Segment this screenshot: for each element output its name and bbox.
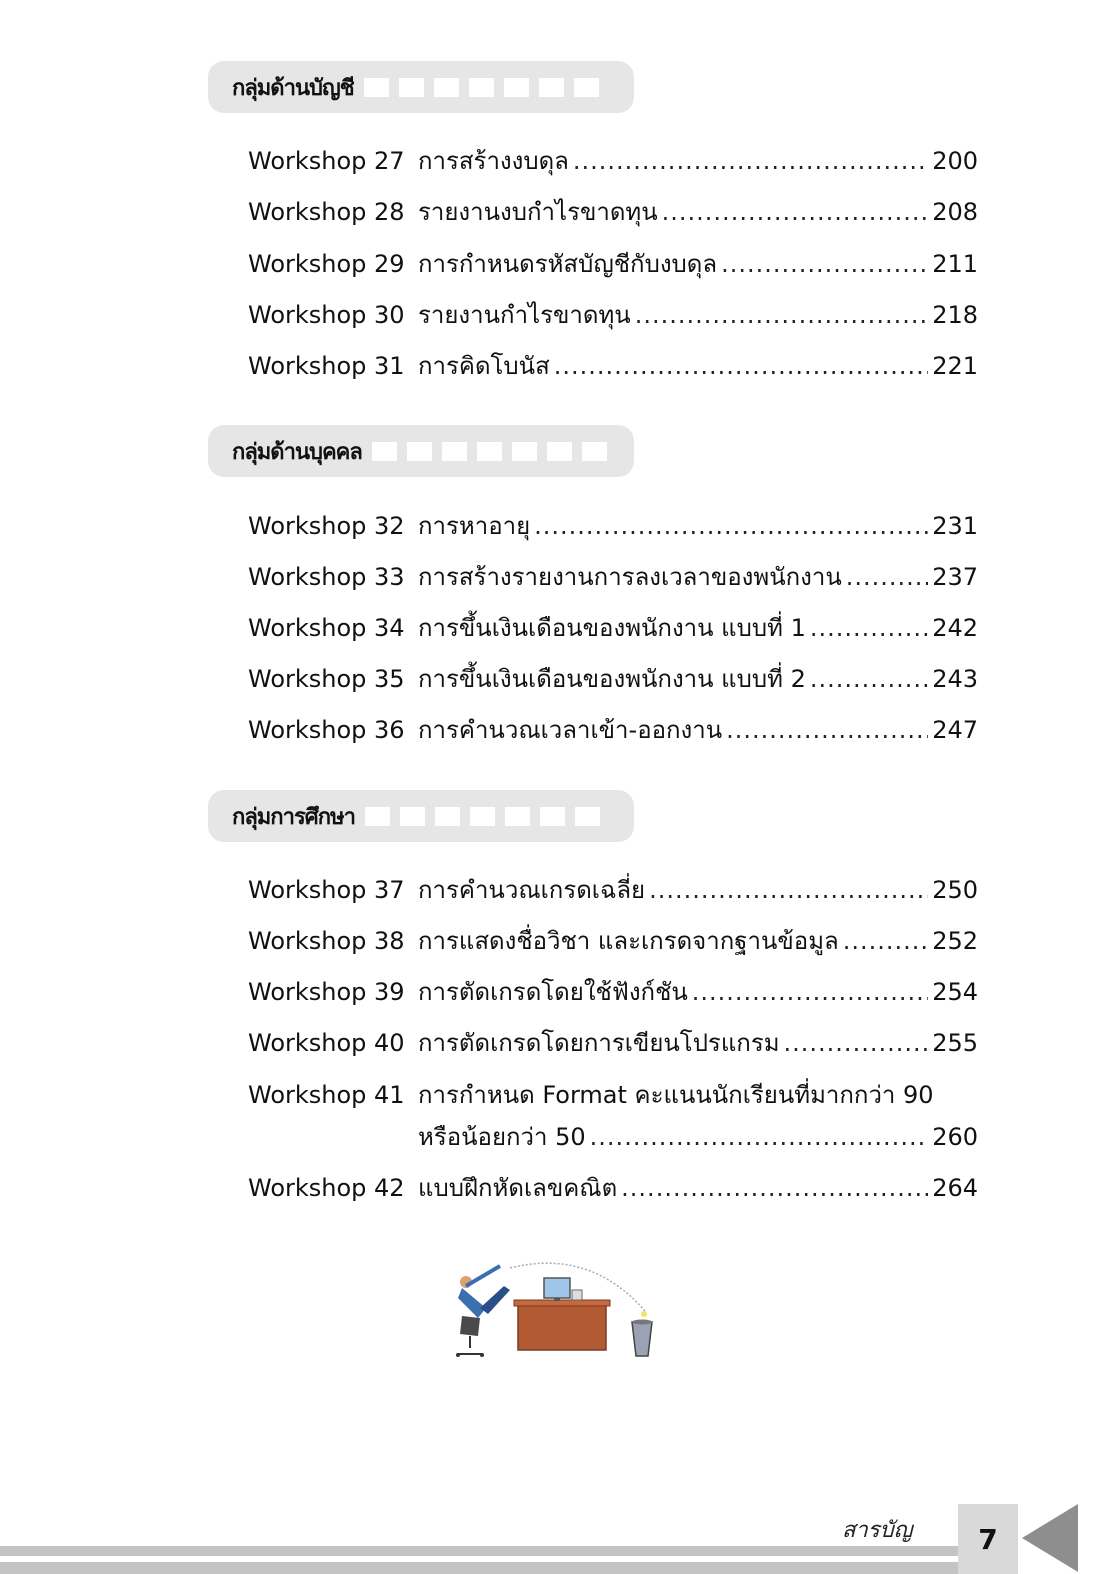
dot-leader	[843, 920, 928, 962]
section-title: กลุ่มด้านบัญชี	[232, 75, 354, 101]
entry-title: การขึ้นเงินเดือนของพนักงาน แบบที่ 2	[418, 665, 806, 693]
page-number: 221	[932, 352, 978, 380]
dot-leader	[784, 1022, 929, 1064]
page-number: 200	[932, 147, 978, 175]
workshop-label: Workshop 28	[248, 198, 405, 226]
dot-leader	[846, 556, 928, 598]
workshop-label: Workshop 29	[248, 250, 405, 278]
page-number: 211	[932, 250, 978, 278]
page-number: 237	[932, 563, 978, 591]
decorative-squares	[365, 807, 600, 826]
entry-title: รายงานกำไรขาดทุน	[418, 301, 631, 329]
page-number: 255	[932, 1029, 978, 1057]
page-number: 218	[932, 301, 978, 329]
toc-entry[interactable]	[248, 191, 978, 233]
entry-title: การสร้างรายงานการลงเวลาของพนักงาน	[418, 563, 842, 591]
toc-entry[interactable]	[248, 920, 978, 962]
dot-leader	[554, 345, 928, 387]
section-header-accounting	[208, 61, 634, 113]
dot-leader	[573, 140, 928, 182]
section-header-personnel	[208, 425, 634, 477]
toc-entry[interactable]	[248, 243, 978, 285]
section-title: กลุ่มด้านบุคคล	[232, 439, 362, 465]
dot-leader	[649, 869, 928, 911]
entry-title: การสร้างงบดุล	[418, 147, 569, 175]
decorative-squares	[364, 78, 599, 97]
page-number: 264	[932, 1174, 978, 1202]
page-number-box	[958, 1504, 1018, 1574]
entry-title: การกำหนดรหัสบัญชีกับงบดุล	[418, 250, 718, 278]
footer-section-label: สารบัญ	[842, 1518, 913, 1543]
workshop-label: Workshop 35	[248, 665, 405, 693]
entry-title: การคำนวณเกรดเฉลี่ย	[418, 876, 646, 904]
dot-leader	[692, 971, 928, 1013]
toc-entry[interactable]	[248, 869, 978, 911]
workshop-label: Workshop 27	[248, 147, 405, 175]
section-header-education	[208, 790, 634, 842]
dot-leader	[621, 1167, 928, 1209]
entry-title: การขึ้นเงินเดือนของพนักงาน แบบที่ 1	[418, 614, 806, 642]
workshop-label: Workshop 34	[248, 614, 405, 642]
entry-title: การกำหนด Format คะแนนนักเรียนที่มากกว่า 90	[418, 1081, 934, 1109]
dot-leader	[590, 1116, 929, 1158]
page-number: 242	[932, 614, 978, 642]
workshop-label: Workshop 36	[248, 716, 405, 744]
workshop-label: Workshop 33	[248, 563, 405, 591]
decorative-squares	[372, 442, 607, 461]
entry-title: การหาอายุ	[418, 512, 531, 540]
page-number: 260	[932, 1123, 978, 1151]
page-number: 252	[932, 927, 978, 955]
entry-title: การคำนวณเวลาเข้า-ออกงาน	[418, 716, 723, 744]
entry-title: การคิดโบนัส	[418, 352, 550, 380]
previous-arrow-icon	[1022, 1502, 1102, 1574]
page-number: 231	[932, 512, 978, 540]
office-worker-illustration	[440, 1256, 670, 1366]
dot-leader	[810, 658, 928, 700]
toc-entry[interactable]	[248, 140, 978, 182]
dot-leader	[721, 243, 928, 285]
entry-title: การแสดงชื่อวิชา และเกรดจากฐานข้อมูล	[418, 927, 839, 955]
entry-title: แบบฝึกหัดเลขคณิต	[418, 1174, 618, 1202]
toc-entry[interactable]	[248, 1022, 978, 1064]
workshop-label: Workshop 38	[248, 927, 405, 955]
toc-entry[interactable]	[248, 556, 978, 598]
toc-entry[interactable]	[248, 1167, 978, 1209]
entry-title: การตัดเกรดโดยการเขียนโปรแกรม	[418, 1029, 780, 1057]
dot-leader	[534, 505, 928, 547]
page-number: 208	[932, 198, 978, 226]
page-number: 250	[932, 876, 978, 904]
workshop-label: Workshop 31	[248, 352, 405, 380]
toc-entry[interactable]	[248, 505, 978, 547]
page-number: 243	[932, 665, 978, 693]
workshop-label: Workshop 30	[248, 301, 405, 329]
workshop-label: Workshop 37	[248, 876, 405, 904]
toc-entry[interactable]	[248, 971, 978, 1013]
entry-title-continued: หรือน้อยกว่า 50	[418, 1123, 586, 1151]
dot-leader	[810, 607, 928, 649]
dot-leader	[662, 191, 929, 233]
workshop-label: Workshop 41	[248, 1081, 405, 1109]
entry-title: การตัดเกรดโดยใช้ฟังก์ชัน	[418, 978, 688, 1006]
current-page-number: 7	[978, 1522, 998, 1556]
workshop-label: Workshop 32	[248, 512, 405, 540]
workshop-label: Workshop 39	[248, 978, 405, 1006]
page-number: 254	[932, 978, 978, 1006]
toc-entry[interactable]	[248, 709, 978, 751]
dot-leader	[726, 709, 928, 751]
section-title: กลุ่มการศึกษา	[232, 804, 355, 830]
footer-bar	[0, 1546, 958, 1556]
toc-entry[interactable]	[248, 345, 978, 387]
toc-entry[interactable]	[248, 294, 978, 336]
toc-entry[interactable]	[248, 658, 978, 700]
entry-title: รายงานงบกำไรขาดทุน	[418, 198, 658, 226]
dot-leader	[635, 294, 928, 336]
toc-entry[interactable]	[248, 607, 978, 649]
footer-bar	[0, 1562, 958, 1574]
workshop-label: Workshop 40	[248, 1029, 405, 1057]
workshop-label: Workshop 42	[248, 1174, 405, 1202]
page-number: 247	[932, 716, 978, 744]
toc-entry[interactable]	[248, 1074, 978, 1158]
